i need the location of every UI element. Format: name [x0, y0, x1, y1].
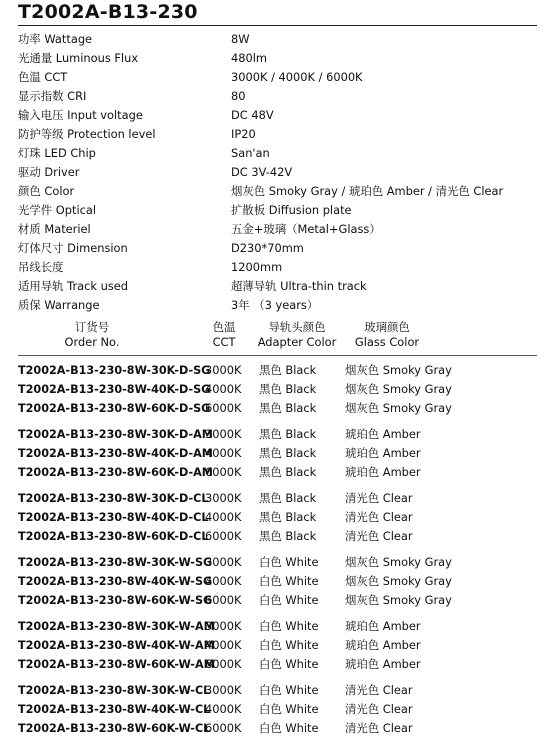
- spec-value: 480lm: [231, 51, 268, 65]
- header-order-no-en: Order No.: [64, 335, 120, 349]
- order-glass-color: 烟灰色 Smoky Gray: [345, 401, 452, 415]
- table-row: [0, 380, 555, 399]
- header-cct-en: CCT: [212, 335, 236, 349]
- table-row: [0, 425, 555, 444]
- order-cct: 3000K: [205, 363, 242, 377]
- order-glass-color: 清光色 Clear: [345, 683, 413, 697]
- order-code: T2002A-B13-230-8W-60K-D-AM: [18, 466, 213, 479]
- spec-row-cri: [18, 87, 548, 106]
- spec-label: 功率 Wattage: [18, 32, 93, 46]
- order-code: T2002A-B13-230-8W-60K-W-AM: [18, 658, 215, 671]
- spec-label: 显示指数 CRI: [18, 89, 87, 103]
- header-glass-color-cn: 玻璃颜色: [364, 320, 410, 334]
- order-adapter-color: 白色 White: [259, 593, 319, 607]
- order-adapter-color: 白色 White: [259, 657, 319, 671]
- table-row: [0, 700, 555, 719]
- order-code: T2002A-B13-230-8W-60K-D-CL: [18, 530, 209, 543]
- spec-row-wattage: [18, 30, 548, 49]
- spec-row-warranty: [18, 296, 548, 315]
- order-code: T2002A-B13-230-8W-40K-D-CL: [18, 511, 209, 524]
- spec-value: DC 3V-42V: [231, 165, 293, 179]
- order-code: T2002A-B13-230-8W-60K-W-CL: [18, 722, 211, 735]
- spec-value: 8W: [231, 32, 250, 46]
- order-glass-color: 琥珀色 Amber: [345, 465, 421, 479]
- order-adapter-color: 白色 White: [259, 555, 319, 569]
- order-glass-color: 琥珀色 Amber: [345, 619, 421, 633]
- order-group-white-smoky-gray: [0, 553, 555, 610]
- spec-value: DC 48V: [231, 108, 274, 122]
- spec-label: 驱动 Driver: [18, 165, 80, 179]
- spec-value: D230*70mm: [231, 241, 304, 255]
- order-adapter-color: 黑色 Black: [259, 465, 317, 479]
- table-row: [0, 508, 555, 527]
- order-table-header: [0, 320, 555, 352]
- spec-label: 质保 Warrange: [18, 298, 100, 312]
- order-glass-color: 烟灰色 Smoky Gray: [345, 555, 452, 569]
- spec-row-color: [18, 182, 548, 201]
- order-glass-color: 琥珀色 Amber: [345, 427, 421, 441]
- order-glass-color: 清光色 Clear: [345, 702, 413, 716]
- order-adapter-color: 黑色 Black: [259, 427, 317, 441]
- spec-row-cct: [18, 68, 548, 87]
- order-table-divider: [18, 355, 537, 356]
- order-adapter-color: 白色 White: [259, 619, 319, 633]
- order-cct: 6000K: [205, 657, 242, 671]
- order-code: T2002A-B13-230-8W-40K-W-AM: [18, 639, 215, 652]
- order-glass-color: 烟灰色 Smoky Gray: [345, 574, 452, 588]
- spec-value: 80: [231, 89, 246, 103]
- order-code: T2002A-B13-230-8W-30K-W-AM: [18, 620, 215, 633]
- title-divider: [18, 25, 537, 26]
- table-row: [0, 444, 555, 463]
- order-glass-color: 清光色 Clear: [345, 721, 413, 735]
- header-adapter-color: [254, 320, 340, 350]
- order-glass-color: 琥珀色 Amber: [345, 638, 421, 652]
- order-adapter-color: 黑色 Black: [259, 382, 317, 396]
- order-code: T2002A-B13-230-8W-30K-D-AM: [18, 428, 213, 441]
- table-row: [0, 527, 555, 546]
- order-code: T2002A-B13-230-8W-30K-D-SG: [18, 364, 211, 377]
- order-cct: 3000K: [205, 683, 242, 697]
- table-row: [0, 719, 555, 738]
- order-adapter-color: 黑色 Black: [259, 529, 317, 543]
- spec-label: 适用导轨 Track used: [18, 279, 129, 293]
- order-adapter-color: 白色 White: [259, 638, 319, 652]
- order-adapter-color: 黑色 Black: [259, 510, 317, 524]
- spec-row-luminous-flux: [18, 49, 548, 68]
- spec-label: 色温 CCT: [18, 70, 68, 84]
- order-code: T2002A-B13-230-8W-30K-W-SG: [18, 556, 213, 569]
- table-row: [0, 361, 555, 380]
- spec-value: 1200mm: [231, 260, 283, 274]
- order-cct: 4000K: [205, 446, 242, 460]
- table-row: [0, 591, 555, 610]
- spec-label: 灯珠 LED Chip: [18, 146, 96, 160]
- order-table-body: [0, 361, 555, 745]
- order-code: T2002A-B13-230-8W-40K-W-SG: [18, 575, 213, 588]
- spec-label: 材质 Materiel: [18, 222, 91, 236]
- table-row: [0, 489, 555, 508]
- order-cct: 6000K: [205, 593, 242, 607]
- table-row: [0, 636, 555, 655]
- order-adapter-color: 黑色 Black: [259, 363, 317, 377]
- order-glass-color: 清光色 Clear: [345, 529, 413, 543]
- spec-label: 吊线长度: [18, 260, 64, 274]
- spec-value: San'an: [231, 146, 270, 160]
- order-adapter-color: 黑色 Black: [259, 401, 317, 415]
- table-row: [0, 463, 555, 482]
- spec-row-optical: [18, 201, 548, 220]
- order-group-white-amber: [0, 617, 555, 674]
- order-adapter-color: 白色 White: [259, 683, 319, 697]
- header-cct-cn: 色温: [212, 320, 236, 334]
- order-cct: 3000K: [205, 491, 242, 505]
- header-adapter-color-cn: 导轨头颜色: [268, 320, 326, 334]
- order-cct: 3000K: [205, 427, 242, 441]
- spec-row-cable-length: [18, 258, 548, 277]
- header-cct: [205, 320, 243, 350]
- order-adapter-color: 白色 White: [259, 574, 319, 588]
- order-cct: 3000K: [205, 555, 242, 569]
- spec-label: 灯体尺寸 Dimension: [18, 241, 128, 255]
- order-code: T2002A-B13-230-8W-60K-D-SG: [18, 402, 211, 415]
- spec-value: 3年 （3 years）: [231, 298, 319, 312]
- order-glass-color: 琥珀色 Amber: [345, 657, 421, 671]
- order-cct: 4000K: [205, 382, 242, 396]
- spec-value: IP20: [231, 127, 256, 141]
- table-row: [0, 681, 555, 700]
- spec-label: 颜色 Color: [18, 184, 75, 198]
- spec-value: 3000K / 4000K / 6000K: [231, 70, 363, 84]
- order-code: T2002A-B13-230-8W-30K-D-CL: [18, 492, 209, 505]
- spec-list: [18, 30, 548, 315]
- header-order-no-cn: 订货号: [74, 320, 110, 334]
- order-code: T2002A-B13-230-8W-40K-D-AM: [18, 447, 213, 460]
- table-row: [0, 617, 555, 636]
- spec-label: 输入电压 Input voltage: [18, 108, 143, 122]
- order-glass-color: 琥珀色 Amber: [345, 446, 421, 460]
- table-row: [0, 572, 555, 591]
- spec-row-protection-level: [18, 125, 548, 144]
- header-glass-color: [350, 320, 424, 350]
- spec-value: 扩散板 Diffusion plate: [231, 203, 352, 217]
- order-code: T2002A-B13-230-8W-30K-W-CL: [18, 684, 211, 697]
- order-cct: 3000K: [205, 619, 242, 633]
- table-row: [0, 553, 555, 572]
- order-glass-color: 清光色 Clear: [345, 510, 413, 524]
- order-cct: 4000K: [205, 510, 242, 524]
- order-group-black-smoky-gray: [0, 361, 555, 418]
- order-adapter-color: 黑色 Black: [259, 446, 317, 460]
- spec-row-track-used: [18, 277, 548, 296]
- spec-label: 防护等级 Protection level: [18, 127, 156, 141]
- spec-row-driver: [18, 163, 548, 182]
- spec-row-input-voltage: [18, 106, 548, 125]
- order-cct: 4000K: [205, 638, 242, 652]
- order-glass-color: 烟灰色 Smoky Gray: [345, 593, 452, 607]
- order-glass-color: 烟灰色 Smoky Gray: [345, 382, 452, 396]
- order-cct: 6000K: [205, 465, 242, 479]
- order-adapter-color: 黑色 Black: [259, 491, 317, 505]
- spec-row-dimension: [18, 239, 548, 258]
- order-cct: 6000K: [205, 401, 242, 415]
- order-adapter-color: 白色 White: [259, 721, 319, 735]
- order-code: T2002A-B13-230-8W-40K-W-CL: [18, 703, 211, 716]
- order-adapter-color: 白色 White: [259, 702, 319, 716]
- order-glass-color: 烟灰色 Smoky Gray: [345, 363, 452, 377]
- order-code: T2002A-B13-230-8W-40K-D-SG: [18, 383, 211, 396]
- spec-value: 超薄导轨 Ultra-thin track: [231, 279, 367, 293]
- order-cct: 4000K: [205, 574, 242, 588]
- order-glass-color: 清光色 Clear: [345, 491, 413, 505]
- spec-value: 五金+玻璃（Metal+Glass）: [231, 222, 381, 236]
- spec-label: 光学件 Optical: [18, 203, 97, 217]
- table-row: [0, 655, 555, 674]
- order-group-white-clear: [0, 681, 555, 738]
- order-cct: 6000K: [205, 721, 242, 735]
- spec-row-led-chip: [18, 144, 548, 163]
- order-code: T2002A-B13-230-8W-60K-W-SG: [18, 594, 213, 607]
- order-cct: 6000K: [205, 529, 242, 543]
- header-glass-color-en: Glass Color: [354, 335, 420, 349]
- spec-label: 光通量 Luminous Flux: [18, 51, 139, 65]
- header-order-no: [62, 320, 122, 350]
- product-title: T2002A-B13-230: [18, 1, 198, 23]
- order-cct: 4000K: [205, 702, 242, 716]
- order-group-black-amber: [0, 425, 555, 482]
- order-group-black-clear: [0, 489, 555, 546]
- spec-value: 烟灰色 Smoky Gray / 琥珀色 Amber / 清光色 Clear: [231, 184, 504, 198]
- header-adapter-color-en: Adapter Color: [257, 335, 337, 349]
- table-row: [0, 399, 555, 418]
- spec-row-material: [18, 220, 548, 239]
